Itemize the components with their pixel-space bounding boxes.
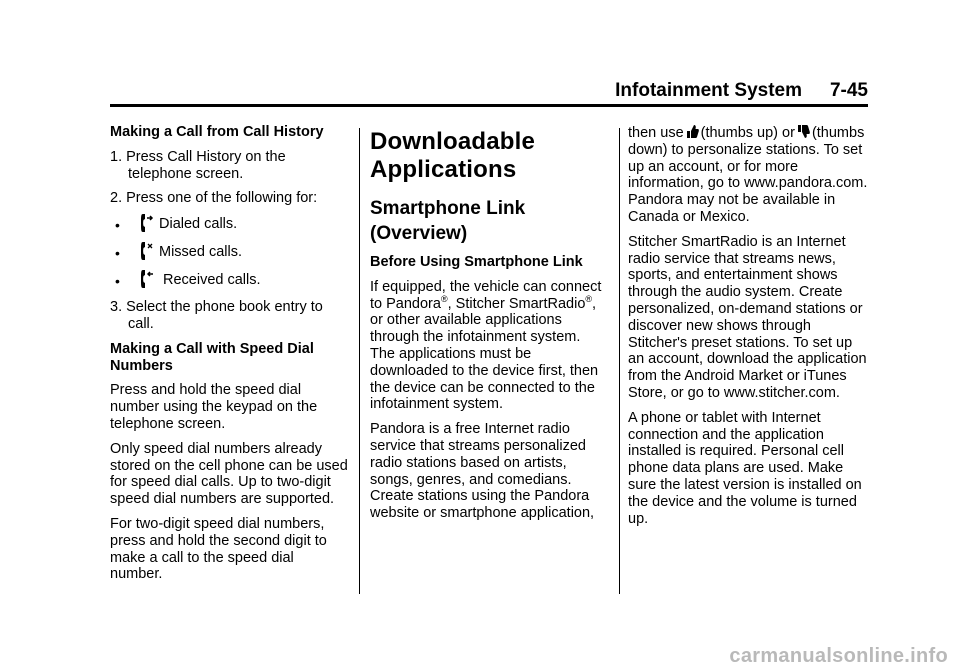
paragraph: If equipped, the vehicle can connect to Pandora®, Stitcher SmartRadio®, or other available applications through the infotainment system. The applications must be downloaded to the device first, then the device can be connected to the infotainment system. (370, 278, 602, 413)
bullet-text: Dialed calls. (159, 216, 238, 233)
heading-speed-dial: Making a Call with Speed Dial Numbers (110, 340, 314, 374)
paragraph: Press and hold the speed dial number using the keypad on the telephone screen. (110, 382, 318, 432)
column-2 (370, 124, 608, 530)
thumbs-down-icon (797, 124, 810, 139)
watermark: carmanualsonline.info (729, 645, 948, 667)
thumbs-up-icon (686, 124, 699, 139)
page-number: 7-45 (829, 80, 868, 101)
step-2: 2. Press one of the following for: (110, 190, 318, 207)
step-1: 1. Press Call History on the telephone screen. (110, 148, 286, 182)
bullet-text: Received calls. (163, 272, 261, 289)
bullet-received: • Received calls. (110, 271, 350, 289)
received-call-icon (140, 269, 160, 289)
column-1 (110, 124, 350, 591)
paragraph: then use (thumbs up) or (thumbs down) to personalize stations. To set up an account, or for more information, go to www.pandora.com. Pandora may not be available in Canada or Mexico. (628, 125, 868, 225)
paragraph: For two-digit speed dial numbers, press and hold the second digit to make a call to the speed dial number. (110, 515, 327, 583)
paragraph: Stitcher SmartRadio is an Internet radio service that streams news, sports, and entertainment shows through the audio system. Create personalized, on-demand stations or discover new shows through Stitcher's preset stations. To set up an account, download the application from the Android Market or iTunes Store, or go to www.stitcher.com. (628, 233, 867, 401)
registered-mark: ® (585, 293, 593, 304)
paragraph: Only speed dial numbers already stored on the cell phone can be used for speed dial calls. Up to two-digit speed dial numbers are supported. (110, 440, 348, 508)
bullet-text: Missed calls. (159, 244, 242, 261)
column-divider (359, 128, 360, 594)
section-title: Infotainment System (615, 80, 802, 101)
paragraph: A phone or tablet with Internet connection and the application installed is required. Personal cell phone data plans are used. Make sure the latest version is installed on the device and the volume is turned up. (628, 409, 862, 527)
heading-call-history: Making a Call from Call History (110, 124, 324, 140)
page-header (110, 76, 868, 107)
bullet-dialed: • Dialed calls. (110, 215, 350, 233)
dialed-call-icon (140, 213, 156, 233)
paragraph: Pandora is a free Internet radio service that streams personalized radio stations based on artists, songs, genres, and comedians. Create stations using the Pandora website or smartphone application, (370, 421, 595, 522)
missed-call-icon (140, 241, 156, 261)
column-divider (619, 128, 620, 594)
bullet-missed: • Missed calls. (110, 243, 350, 261)
section-heading: Downloadable Applications (370, 128, 536, 183)
subheading: Before Using Smartphone Link (370, 254, 583, 270)
step-3: 3. Select the phone book entry to call. (110, 299, 323, 332)
subsection-heading: Smartphone Link (Overview) (370, 198, 526, 244)
column-3 (628, 124, 868, 535)
registered-mark: ® (440, 293, 448, 304)
